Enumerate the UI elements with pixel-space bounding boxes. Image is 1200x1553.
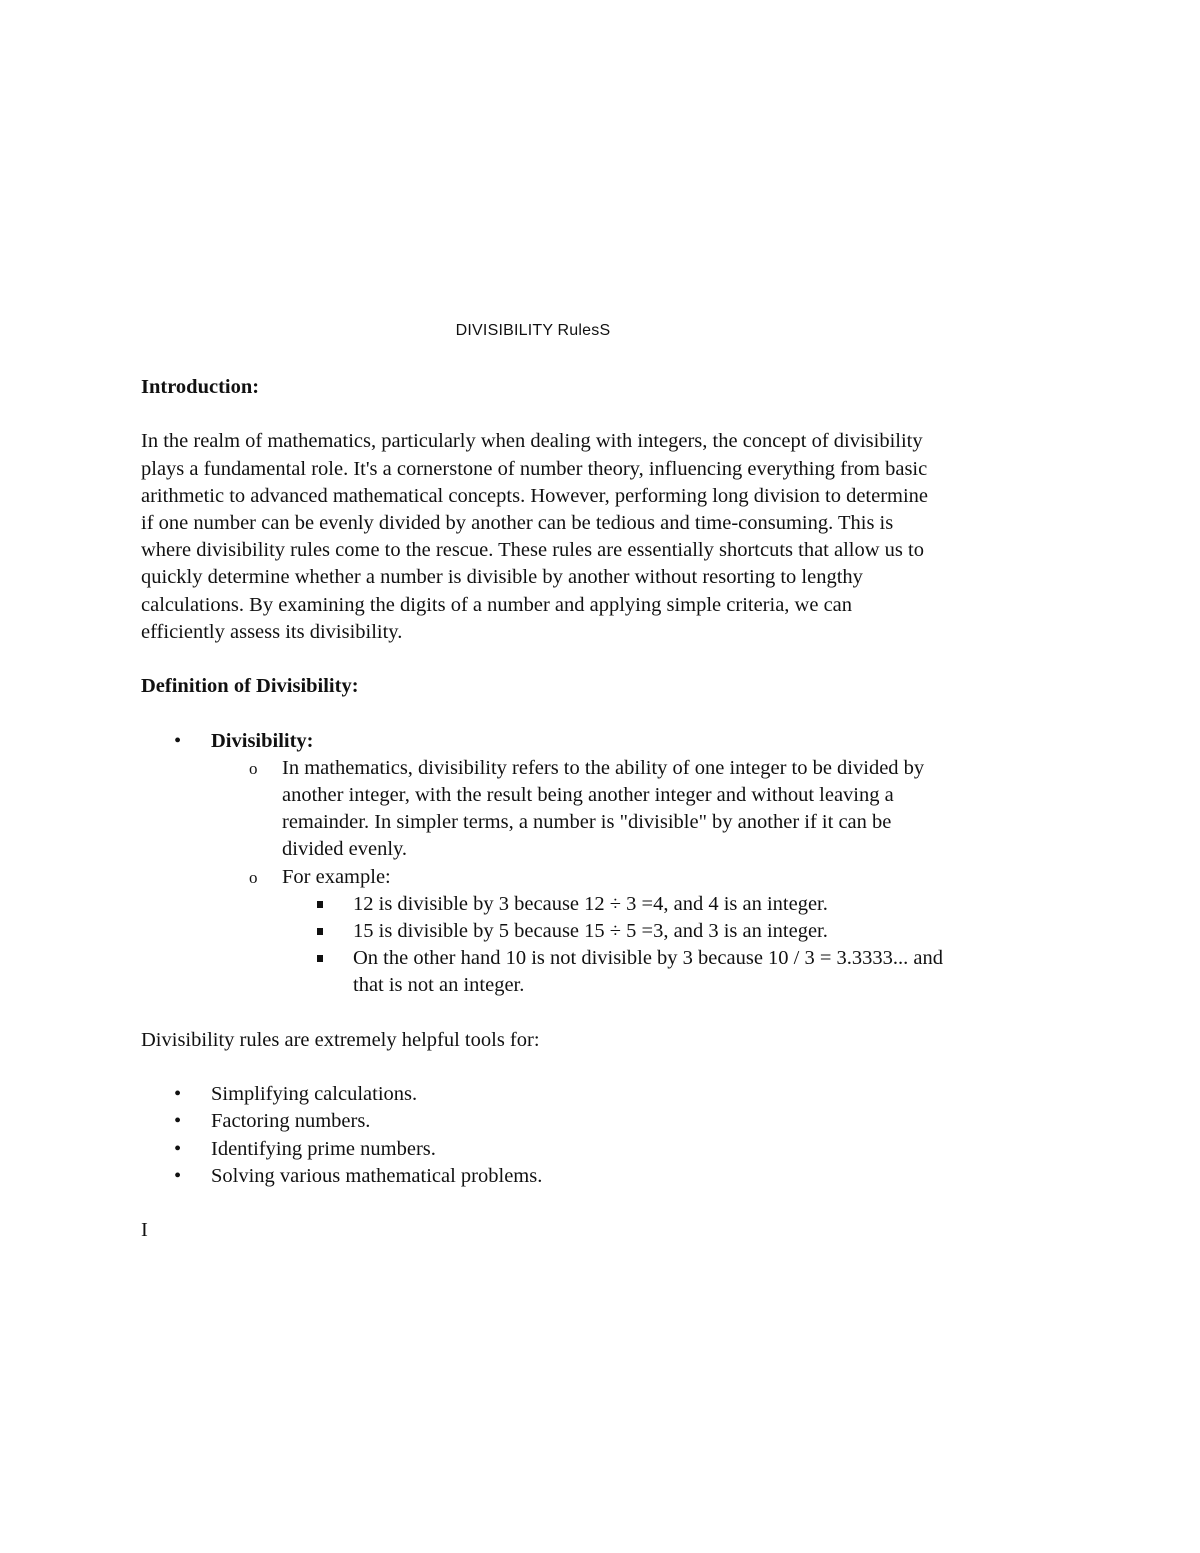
example-line: 15 is divisible by 5 because 15 ÷ 5 =3, and 3 is an integer. bbox=[353, 920, 828, 943]
list-item bbox=[282, 891, 1071, 918]
bullet-icon: • bbox=[174, 1137, 182, 1160]
spacer bbox=[141, 700, 1071, 727]
list-item bbox=[211, 864, 1071, 1000]
intro-line: if one number can be evenly divided by another can be tedious and time-consuming. This is bbox=[141, 512, 894, 534]
bullet-icon: • bbox=[174, 729, 182, 752]
definition-list bbox=[141, 728, 1071, 1000]
intro-line: plays a fundamental role. It's a cornerstone of number theory, influencing everything from basic bbox=[141, 457, 928, 480]
list-item bbox=[141, 1163, 1071, 1190]
tool-item: Factoring numbers. bbox=[211, 1110, 371, 1133]
spacer bbox=[141, 1054, 1071, 1081]
list-item bbox=[141, 1136, 1071, 1163]
list-item bbox=[282, 918, 1071, 945]
document-body bbox=[141, 374, 1071, 1244]
definition-item-label: Divisibility: bbox=[211, 729, 314, 752]
bullet-icon: • bbox=[174, 1164, 182, 1187]
intro-heading: Introduction: bbox=[141, 376, 260, 398]
circle-bullet-icon: o bbox=[249, 758, 258, 778]
spacer bbox=[141, 401, 1071, 428]
document-title: DIVISIBILITY RulesS bbox=[455, 322, 611, 339]
definition-line: remainder. In simpler terms, a number is "divisible" by another if it can be bbox=[282, 811, 892, 834]
definition-heading: Definition of Divisibility: bbox=[141, 675, 359, 698]
list-item bbox=[141, 728, 1071, 1000]
list-item bbox=[141, 1108, 1071, 1135]
intro-line: efficiently assess its divisibility. bbox=[141, 620, 403, 643]
definition-sublist bbox=[211, 755, 1071, 1000]
list-item bbox=[282, 945, 1071, 999]
tool-item: Identifying prime numbers. bbox=[211, 1137, 436, 1160]
list-item bbox=[141, 1081, 1071, 1108]
square-bullet-icon bbox=[317, 928, 323, 935]
example-line: that is not an integer. bbox=[353, 974, 525, 997]
bullet-icon: • bbox=[174, 1110, 182, 1133]
definition-line: divided evenly. bbox=[282, 838, 408, 861]
list-item bbox=[211, 755, 1071, 864]
intro-line: In the realm of mathematics, particularly when dealing with integers, the concept of divisibility bbox=[141, 430, 923, 453]
intro-line: calculations. By examining the digits of a number and applying simple criteria, we can bbox=[141, 593, 853, 616]
example-line: On the other hand 10 is not divisible by 3 because 10 / 3 = 3.3333... and bbox=[353, 947, 944, 970]
examples-list bbox=[282, 891, 1071, 1000]
tools-list bbox=[141, 1081, 1071, 1190]
tool-item: Simplifying calculations. bbox=[211, 1083, 418, 1106]
spacer bbox=[141, 1000, 1071, 1027]
definition-line: another integer, with the result being another integer and without leaving a bbox=[282, 784, 894, 806]
example-label: For example: bbox=[282, 865, 391, 888]
example-line: 12 is divisible by 3 because 12 ÷ 3 =4, and 4 is an integer. bbox=[353, 892, 828, 915]
intro-line: quickly determine whether a number is divisible by another without resorting to lengthy bbox=[141, 566, 863, 589]
bullet-icon: • bbox=[174, 1083, 182, 1106]
circle-bullet-icon: o bbox=[249, 867, 258, 887]
square-bullet-icon bbox=[317, 955, 323, 962]
intro-line: where divisibility rules come to the rescue. These rules are essentially shortcuts that allow us to bbox=[141, 539, 924, 562]
definition-line: In mathematics, divisibility refers to the ability of one integer to be divided by bbox=[282, 756, 925, 779]
trailing-text: I bbox=[141, 1219, 148, 1242]
spacer bbox=[141, 1190, 1071, 1217]
intro-paragraph bbox=[141, 428, 1071, 646]
square-bullet-icon bbox=[317, 901, 323, 908]
tools-intro: Divisibility rules are extremely helpful tools for: bbox=[141, 1028, 540, 1051]
intro-line: arithmetic to advanced mathematical concepts. However, performing long division to determine bbox=[141, 484, 929, 507]
tool-item: Solving various mathematical problems. bbox=[211, 1164, 543, 1187]
spacer bbox=[141, 646, 1071, 673]
